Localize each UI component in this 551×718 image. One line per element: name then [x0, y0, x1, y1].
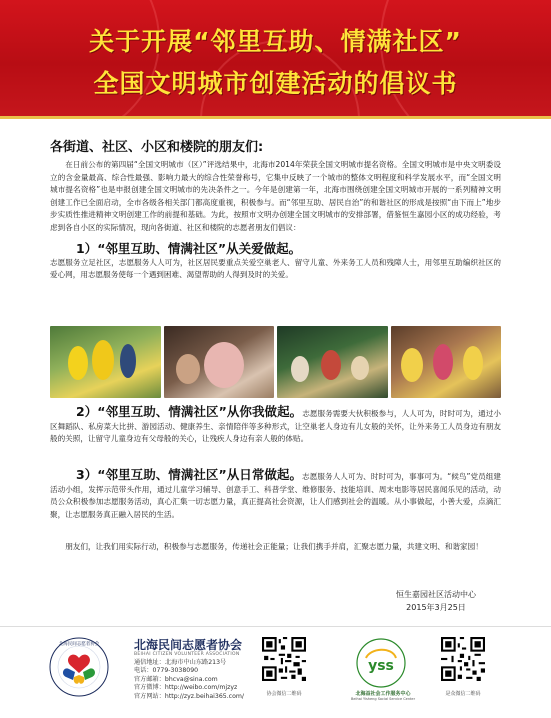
yss-logo-text: yss — [368, 658, 394, 674]
signoff-date: 2015年3月25日 — [406, 603, 466, 612]
title-line-1: 关于开展“邻里互助、情满社区” — [89, 27, 462, 56]
letter-body — [50, 136, 501, 282]
header-divider — [0, 116, 551, 119]
org-name-en: BEIHAI CITIZEN VOLUNTEER ASSOCIATION — [134, 652, 240, 657]
qr-code-icon — [441, 637, 485, 681]
photo-volunteers-outdoor — [50, 326, 161, 398]
contact-email[interactable]: 官方邮箱：bhcva@sina.com — [134, 675, 218, 683]
closing-paragraph: 朋友们，让我们用实际行动，积极参与志愿服务，传递社会正能量；让我们携手并肩，汇聚志愿力量，共建文明、和谐家园！ — [65, 542, 483, 551]
photo-community-gathering — [391, 326, 502, 398]
photo-strip — [50, 326, 501, 398]
qr-caption-public: 是众微信二维码 — [445, 691, 481, 697]
closing — [50, 541, 501, 554]
contact-weibo[interactable]: 官方微博：http://weibo.com/mjzyz — [134, 684, 238, 692]
section-1 — [50, 241, 501, 282]
yss-org-name: 北海益社会工作服务中心 — [355, 691, 411, 697]
qr-caption-association: 协会微信二维码 — [266, 691, 302, 697]
yss-logo-icon — [352, 636, 410, 694]
signoff — [396, 588, 476, 614]
section-2-paragraph — [50, 404, 501, 446]
intro-paragraph: 在日前公布的第四届“全国文明城市（区）”评选结果中，北海市2014年荣获全国文明城市提名资格。全国文明城市是中央文明委设立的含金量最高、综合性最强、影响力最大的综合性荣誉称号，它集中反映了一个城市的整体文明程度和科学发展水平，而“全国文明城市提名资格”也是申报创建全国文明城市的先决条件之一。今年是创建第一年，北海市围绕创建全国文明城市开展的一系列精神文明创建工作已全面启动，全市各级各相关部门都高度重视，积极参与。而“邻里互助、居民自治”的和谐社区的形成是按照“由下而上”地步步实质性推进精神文明创建工作的前提和基础。为此，按照市文明办创建全国文明城市的安排部署，借鉴恒生嘉园小区的成功经验，考虑到各自小区的实际情况，现向各街道、社区和楼院的志愿者朋友们倡议： — [50, 160, 501, 232]
section-2-title: 2）“邻里互助、情满社区”从你我做起。 — [76, 404, 303, 419]
logo-ring-text: 北海民间志愿者协会 — [58, 642, 100, 647]
contact-address: 通信地址：北海市中山东路213号 — [134, 659, 227, 666]
org-name: 北海民间志愿者协会 — [134, 638, 243, 652]
section-2-text: 志愿服务需要大伙积极参与，人人可为，时时可为，通过小区舞蹈队、私房菜大比拼、游园活动、健康养生、亲情陪伴等多种形式，让空巢老人身边有儿女般的关怀，让外来务工人员身边有朋友般的关照，让留守儿童身边有父母般的关心，让残疾人身边有亲人般的体贴。 — [50, 409, 501, 444]
section-3-title: 3）“邻里互助、情满社区”从日常做起。 — [76, 467, 303, 482]
contact-phone: 电话：0779-3038090 — [134, 667, 199, 675]
yss-org-name-en: Beihai Yisheng Social Service Center — [350, 697, 416, 701]
section-1-title: 1）“邻里互助、情满社区”从关爱做起。 — [76, 240, 302, 256]
section-3 — [50, 467, 501, 521]
section-1-text: 志愿服务立足社区，志愿服务人人可为，社区居民要重点关爱空巢老人、留守儿童、外来务工人员和残障人士，用邻里互助编织社区的爱心网，用志愿服务使每一个遇到困难、渴望帮助的人得到及时的关爱。 — [50, 257, 501, 280]
photo-elderly-care — [164, 326, 275, 398]
contact-info — [134, 659, 244, 701]
contact-website[interactable]: 官方网站：http://zyz.beihai365.com/ — [134, 692, 244, 700]
header-banner — [0, 0, 551, 116]
section-2 — [50, 404, 501, 446]
greeting: 各街道、社区、小区和楼院的朋友们: — [50, 140, 264, 155]
title-line-2: 全国文明城市创建活动的倡议书 — [93, 69, 458, 98]
qr-code-icon — [262, 637, 306, 681]
section-3-paragraph — [50, 467, 501, 521]
volunteer-association-logo-icon — [48, 636, 110, 698]
signoff-org: 恒生嘉园社区活动中心 — [396, 590, 476, 599]
photo-group-activity — [277, 326, 388, 398]
section-3-text: 志愿服务人人可为、时时可为，事事可为。“候鸟”党员组建活动小组，发挥示范带头作用，通过儿童学习辅导、创意手工、科普学堂、维修服务、技能培训、周末电影等居民喜闻乐见的活动，动员公众积极参加志愿服务活动，真心汇集一切志愿力量，真正提高社会资源，让人们感到社会的温暖。从小事做起，小善大爱，点滴汇聚，让志愿服务真正融入居民的生活。 — [50, 472, 501, 519]
